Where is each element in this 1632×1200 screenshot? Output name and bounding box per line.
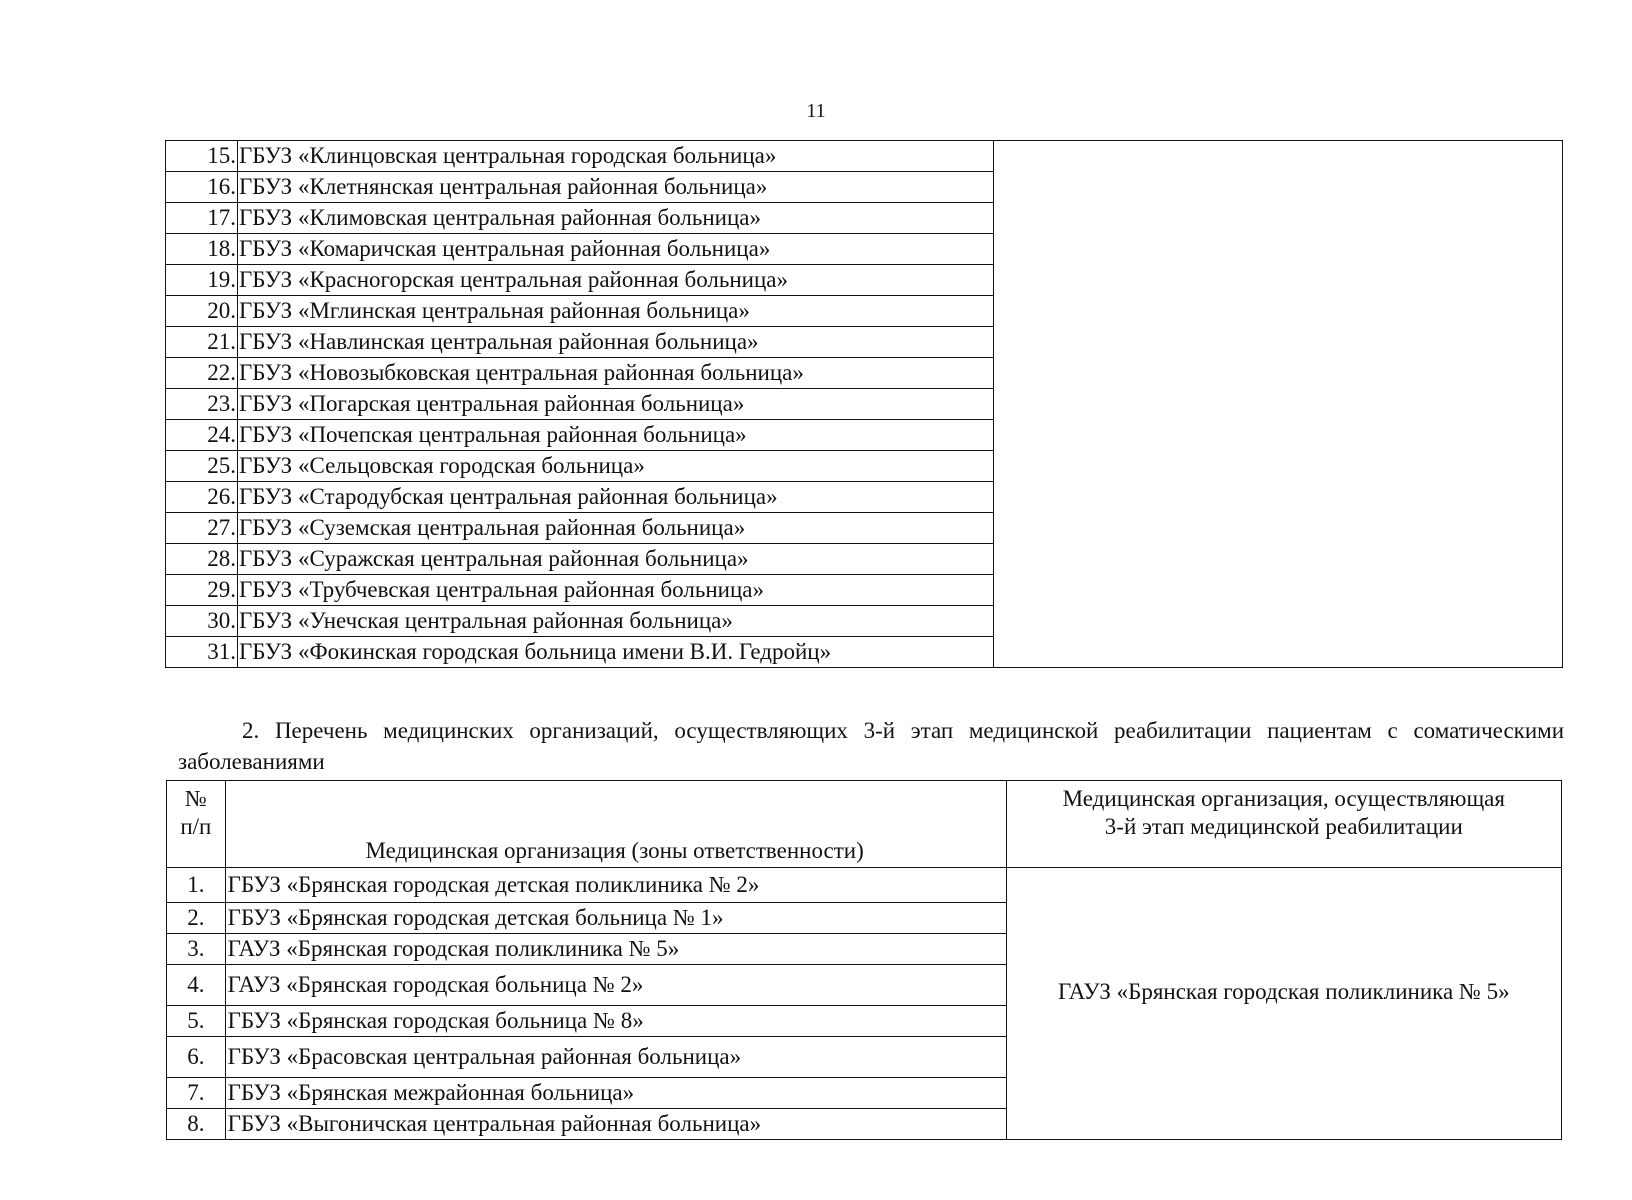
organization-name: ГБУЗ «Брянская городская детская поликлиника № 2» — [225, 868, 1006, 903]
organization-name: ГБУЗ «Суземская центральная районная больница» — [238, 513, 994, 544]
row-number: 19. — [166, 265, 238, 296]
row-number: 30. — [166, 606, 238, 637]
page-number: 11 — [806, 100, 826, 122]
table-row — [166, 141, 1563, 172]
rehab-table-somatic — [166, 780, 1562, 1140]
row-number: 7. — [167, 1078, 226, 1109]
organization-name: ГБУЗ «Брянская городская больница № 8» — [225, 1006, 1006, 1037]
organization-name: ГБУЗ «Трубчевская центральная районная больница» — [238, 575, 994, 606]
row-number: 27. — [166, 513, 238, 544]
row-number: 16. — [166, 172, 238, 203]
row-number: 17. — [166, 203, 238, 234]
organization-name: ГБУЗ «Клинцовская центральная городская больница» — [238, 141, 994, 172]
organization-name: ГБУЗ «Суражская центральная районная больница» — [238, 544, 994, 575]
header-number-line1: № — [184, 786, 207, 811]
row-number: 28. — [166, 544, 238, 575]
row-number: 25. — [166, 451, 238, 482]
organization-name: ГБУЗ «Почепская центральная районная больница» — [238, 420, 994, 451]
row-number: 26. — [166, 482, 238, 513]
organization-name: ГБУЗ «Климовская центральная районная больница» — [238, 203, 994, 234]
rehab-table-continued — [165, 140, 1563, 668]
row-number: 18. — [166, 234, 238, 265]
row-number: 4. — [167, 965, 226, 1006]
row-number: 3. — [167, 934, 226, 965]
row-number: 2. — [167, 903, 226, 934]
row-number: 6. — [167, 1037, 226, 1078]
organization-name: ГБУЗ «Выгоничская центральная районная больница» — [225, 1109, 1006, 1140]
row-number: 24. — [166, 420, 238, 451]
row-number: 1. — [167, 868, 226, 903]
header-rehab-organization — [1006, 781, 1561, 868]
organization-name: ГБУЗ «Комаричская центральная районная больница» — [238, 234, 994, 265]
row-number: 23. — [166, 389, 238, 420]
header-organization: Медицинская организация (зоны ответственности) — [225, 781, 1006, 868]
rehab-organization-label: ГАУЗ «Брянская городская поликлиника № 5» — [1057, 979, 1510, 1004]
organization-name: ГАУЗ «Брянская городская больница № 2» — [225, 965, 1006, 1006]
table-row — [167, 868, 1562, 903]
table-header-row — [167, 781, 1562, 868]
row-number: 8. — [167, 1109, 226, 1140]
row-number: 5. — [167, 1006, 226, 1037]
organization-name: ГАУЗ «Брянская городская поликлиника № 5» — [225, 934, 1006, 965]
organization-name: ГБУЗ «Унечская центральная районная больница» — [238, 606, 994, 637]
header-rehab-line2: 3-й этап медицинской реабилитации — [1104, 814, 1463, 839]
header-rehab-line1: Медицинская организация, осуществляющая — [1062, 786, 1505, 811]
organization-name: ГБУЗ «Брянская городская детская больница № 1» — [225, 903, 1006, 934]
organization-name: ГБУЗ «Мглинская центральная районная больница» — [238, 296, 994, 327]
organization-name: ГБУЗ «Новозыбковская центральная районная больница» — [238, 358, 994, 389]
row-number: 20. — [166, 296, 238, 327]
organization-name: ГБУЗ «Фокинская городская больница имени В.И. Гедройц» — [238, 637, 994, 668]
row-number: 21. — [166, 327, 238, 358]
row-number: 31. — [166, 637, 238, 668]
rehab-organization-cell — [994, 141, 1563, 668]
organization-name: ГБУЗ «Сельцовская городская больница» — [238, 451, 994, 482]
organization-name: ГБУЗ «Навлинская центральная районная больница» — [238, 327, 994, 358]
section-heading: 2. Перечень медицинских организаций, осуществляющих 3-й этап медицинской реабилитации пациентам с соматическими заболеваниями — [178, 718, 1564, 774]
rehab-organization-name — [1006, 868, 1561, 1140]
organization-name: ГБУЗ «Брасовская центральная районная больница» — [225, 1037, 1006, 1078]
header-number — [167, 781, 226, 868]
organization-name: ГБУЗ «Погарская центральная районная больница» — [238, 389, 994, 420]
row-number: 22. — [166, 358, 238, 389]
organization-name: ГБУЗ «Брянская межрайонная больница» — [225, 1078, 1006, 1109]
header-number-line2: п/п — [180, 814, 212, 839]
row-number: 15. — [166, 141, 238, 172]
organization-name: ГБУЗ «Клетнянская центральная районная больница» — [238, 172, 994, 203]
row-number: 29. — [166, 575, 238, 606]
organization-name: ГБУЗ «Красногорская центральная районная больница» — [238, 265, 994, 296]
organization-name: ГБУЗ «Стародубская центральная районная больница» — [238, 482, 994, 513]
